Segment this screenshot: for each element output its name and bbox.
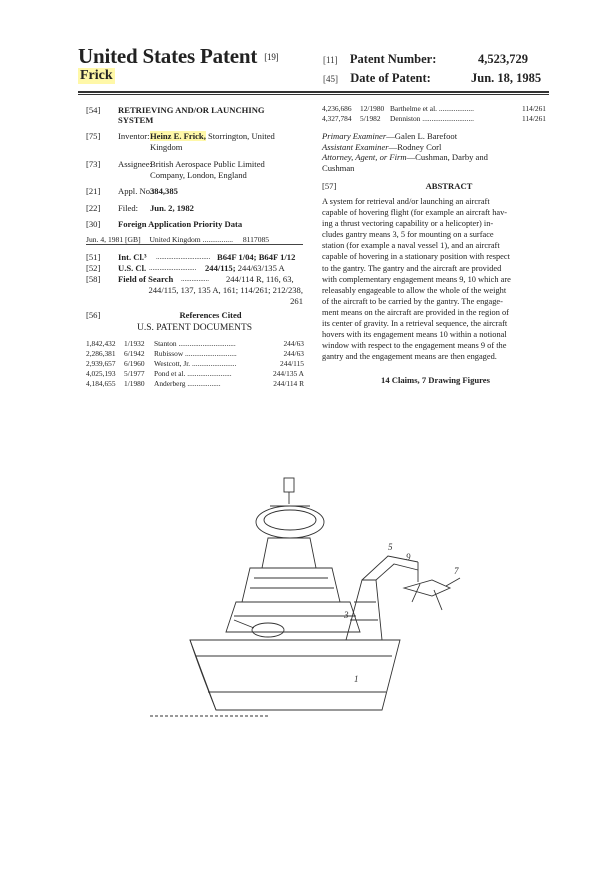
figure-label-7: 7 (454, 566, 459, 576)
patent-ref-dots: ................... (438, 104, 474, 113)
mast-top (284, 478, 294, 492)
patent-ref-name: Pond et al. (154, 369, 186, 378)
figure-label-1: 1 (354, 674, 359, 684)
patent-ref-class: 244/114 R (273, 379, 304, 388)
abstract-line: releasably engageable to allow the whole of the weight (322, 285, 507, 295)
patent-ref-class: 244/63 (283, 339, 304, 348)
invention-title-line1: RETRIEVING AND/OR LAUNCHING (118, 105, 265, 115)
priority-row (86, 235, 269, 244)
patent-ref-date: 6/1960 (124, 359, 145, 368)
patent-ref-dots: ............................ (185, 349, 237, 358)
priority-ref: [30] (86, 219, 101, 229)
uscl-label: U.S. Cl. (118, 263, 147, 273)
invention-title-line2: SYSTEM (118, 115, 154, 125)
invention-title (118, 105, 265, 125)
patent-ref-number: 4,184,655 (86, 379, 116, 388)
gun-barrel (234, 620, 254, 628)
filed-label: Filed: (118, 203, 139, 213)
figure-label-3: 3 (344, 610, 349, 620)
field-dots: ................ (181, 275, 209, 283)
abstract-line: its center of gravity. In a retrieval sequence, the aircraft (322, 319, 508, 329)
abstract-line: capable of hovering in a stationary position with respect (322, 252, 510, 262)
uscl-value (205, 263, 285, 273)
abstract-line: to the gantry. The gantry and the aircraft are provided (322, 263, 502, 273)
us-patent-row (86, 369, 306, 379)
priority-date: Jun. 4, 1981 [GB] (86, 235, 141, 244)
patent-header-title (78, 44, 278, 69)
appl-label: Appl. No.: (118, 186, 155, 196)
lower-superstructure (226, 602, 360, 632)
gun-turret (252, 623, 284, 637)
upper-bridge (262, 538, 316, 568)
inventor-label: Inventor: (118, 131, 150, 141)
patent-ref-name: Denniston (390, 114, 421, 123)
patent-ref-date: 5/1977 (124, 369, 145, 378)
uscl-value-main: 244/115; (205, 263, 236, 273)
uscl-ref: [52] (86, 263, 101, 273)
us-patent-documents-list (86, 339, 306, 389)
inventor-location-2: Kingdom (150, 142, 183, 152)
abstract-line: capable of hovering flight (for example an aircraft hav- (322, 208, 508, 218)
priority-dots: ................ (202, 235, 233, 244)
date-label: Date of Patent: (350, 71, 431, 85)
patent-ref-dots: ........................ (187, 369, 232, 378)
uscl-dots: ........................... (149, 264, 197, 272)
patent-ref-dots: ............................... (178, 339, 236, 348)
assistant-examiner-name: —Rodney Corl (388, 141, 442, 152)
gantry-tower (346, 580, 382, 640)
abstract-line: station (for example a naval vessel 1), and an aircraft (322, 241, 500, 251)
us-patent-documents-title: U.S. PATENT DOCUMENTS (136, 323, 253, 333)
assignee-value (150, 159, 265, 181)
right-ref-row (322, 114, 548, 124)
priority-number: 8117085 (242, 235, 270, 244)
filed-ref: [22] (86, 203, 101, 213)
inventor-location-1: Storrington, United (208, 131, 275, 141)
patent-ref-name: Westcott, Jr. (154, 359, 191, 368)
filed-date: Jun. 2, 1982 (150, 203, 194, 213)
right-ref-row (322, 104, 548, 114)
us-patent-row (86, 349, 306, 359)
patent-ref-date: 1/1932 (124, 339, 145, 348)
patent-ref-class: 244/135 A (272, 369, 304, 378)
field-line1: 244/114 R, 116, 63, (226, 274, 294, 284)
inventor-ref: [75] (86, 131, 101, 141)
header-title: United States Patent (78, 44, 258, 68)
priority-country: United Kingdom (149, 235, 201, 244)
claims-summary: 14 Claims, 7 Drawing Figures (381, 375, 490, 385)
patent-number: 4,523,729 (478, 52, 528, 66)
appl-number: 384,385 (150, 186, 178, 196)
inventor-surname: Frick (80, 68, 113, 83)
uscl-value-secondary: 244/63/135 A (237, 263, 285, 273)
attorney-name-line2: Cushman (322, 162, 355, 173)
aircraft-body (404, 580, 450, 596)
aircraft-tail (446, 578, 460, 586)
hull (190, 640, 400, 710)
inventor-value (150, 131, 310, 153)
patent-number-ref: [11] (323, 55, 338, 65)
patent-ref-date: 5/1982 (360, 114, 381, 123)
header-rule (78, 91, 549, 93)
header-title-ref: [19] (264, 52, 279, 62)
abstract-title: ABSTRACT (425, 181, 473, 191)
intcl-label: Int. Cl.³ (118, 252, 147, 262)
patent-drawing-ship (150, 470, 480, 730)
patent-ref-number: 4,327,784 (322, 114, 352, 123)
title-ref: [54] (86, 105, 101, 115)
priority-title: Foreign Application Priority Data (118, 219, 243, 229)
date-of-patent: Jun. 18, 1985 (471, 71, 542, 85)
patent-ref-name: Rubissow (154, 349, 184, 358)
patent-ref-class: 244/63 (283, 349, 304, 358)
patent-number-label: Patent Number: (349, 52, 437, 66)
patent-ref-date: 12/1980 (360, 104, 385, 113)
inventor-name: Heinz E. Frick, (150, 131, 206, 141)
patent-ref-class: 114/261 (522, 104, 546, 113)
refs-ref: [56] (86, 310, 101, 320)
abstract-line: of the aircraft to be carried by the gantry. The engage- (322, 296, 503, 306)
right-references-list (322, 104, 548, 124)
references-cited-title: References Cited (179, 310, 242, 320)
intcl-dots: ............................... (156, 253, 211, 261)
patent-ref-class: 114/261 (522, 114, 546, 123)
patent-ref-date: 6/1942 (124, 349, 145, 358)
figure-label-9: 9 (406, 552, 411, 562)
abstract-line: A system for retrieval and/or launching an aircraft (322, 197, 490, 206)
radar-dome (256, 506, 324, 538)
patent-ref-name: Barthelme et al. (390, 104, 437, 113)
patent-number-row (323, 52, 436, 67)
patent-ref-dots: ........................ (192, 359, 237, 368)
attorney-label: Attorney, Agent, or Firm (322, 152, 407, 162)
radar-dome-inner (264, 510, 316, 530)
abstract-line: ment means on the aircraft are provided in the region of (322, 307, 509, 317)
patent-ref-number: 2,286,381 (86, 349, 116, 358)
primary-examiner-label: Primary Examiner (322, 131, 387, 141)
field-ref: [58] (86, 274, 101, 284)
abstract-line: with complementary engagement means 9, 10 which are (322, 274, 511, 284)
abstract-line: window with respect to the engagement means 9 of the (322, 341, 507, 351)
field-line3: 261 (290, 296, 303, 306)
patent-ref-name: Stanton (154, 339, 177, 348)
appl-ref: [21] (86, 186, 101, 196)
us-patent-row (86, 379, 306, 389)
field-line2: 244/115, 137, 135 A, 161; 114/261; 212/238, (148, 285, 303, 295)
examiners-block (322, 131, 550, 173)
abstract-line: ing a thrust vectoring capability or a helicopter) in- (322, 219, 494, 229)
intcl-ref: [51] (86, 252, 101, 262)
patent-ref-date: 1/1980 (124, 379, 145, 388)
attorney-name-line1: —Cushman, Darby and (406, 152, 488, 162)
date-of-patent-row (323, 71, 431, 86)
assignee-label: Assignee: (118, 159, 152, 169)
primary-examiner-name: —Galen L. Barefoot (386, 131, 458, 141)
patent-ref-class: 244/115 (280, 359, 304, 368)
date-ref: [45] (323, 74, 338, 84)
patent-ref-number: 4,025,193 (86, 369, 116, 378)
figure-label-5: 5 (388, 542, 393, 552)
patent-ref-number: 4,236,686 (322, 104, 352, 113)
assignee-line2: Company, London, England (150, 170, 247, 180)
patent-ref-number: 2,939,657 (86, 359, 116, 368)
abstract-line: gantry and the engagement means are then engaged. (322, 352, 497, 362)
us-patent-row (86, 339, 306, 349)
abstract-body (322, 196, 549, 362)
abstract-line: cludes gantry means 3, 5 for mounting on a surface (322, 230, 494, 240)
field-label: Field of Search (118, 274, 174, 284)
assignee-ref: [73] (86, 159, 101, 169)
divider (86, 244, 303, 245)
patent-ref-name: Anderberg (154, 379, 186, 388)
header-rule-thin (78, 94, 549, 95)
patent-ref-dots: ............................ (422, 114, 474, 123)
bridge-structure (242, 568, 340, 602)
intcl-value: B64F 1/04; B64F 1/12 (217, 252, 296, 262)
us-patent-row (86, 359, 306, 369)
patent-ref-dots: .................. (187, 379, 221, 388)
gantry-arm-lower (376, 564, 418, 580)
abstract-line: hovers with its engagement means 10 within a notional (322, 330, 507, 340)
aircraft-wings (412, 584, 442, 610)
abstract-ref: [57] (322, 181, 337, 191)
patent-ref-number: 1,842,432 (86, 339, 116, 348)
assistant-examiner-label: Assistant Examiner (322, 141, 389, 152)
assignee-line1: British Aerospace Public Limited (150, 159, 265, 169)
